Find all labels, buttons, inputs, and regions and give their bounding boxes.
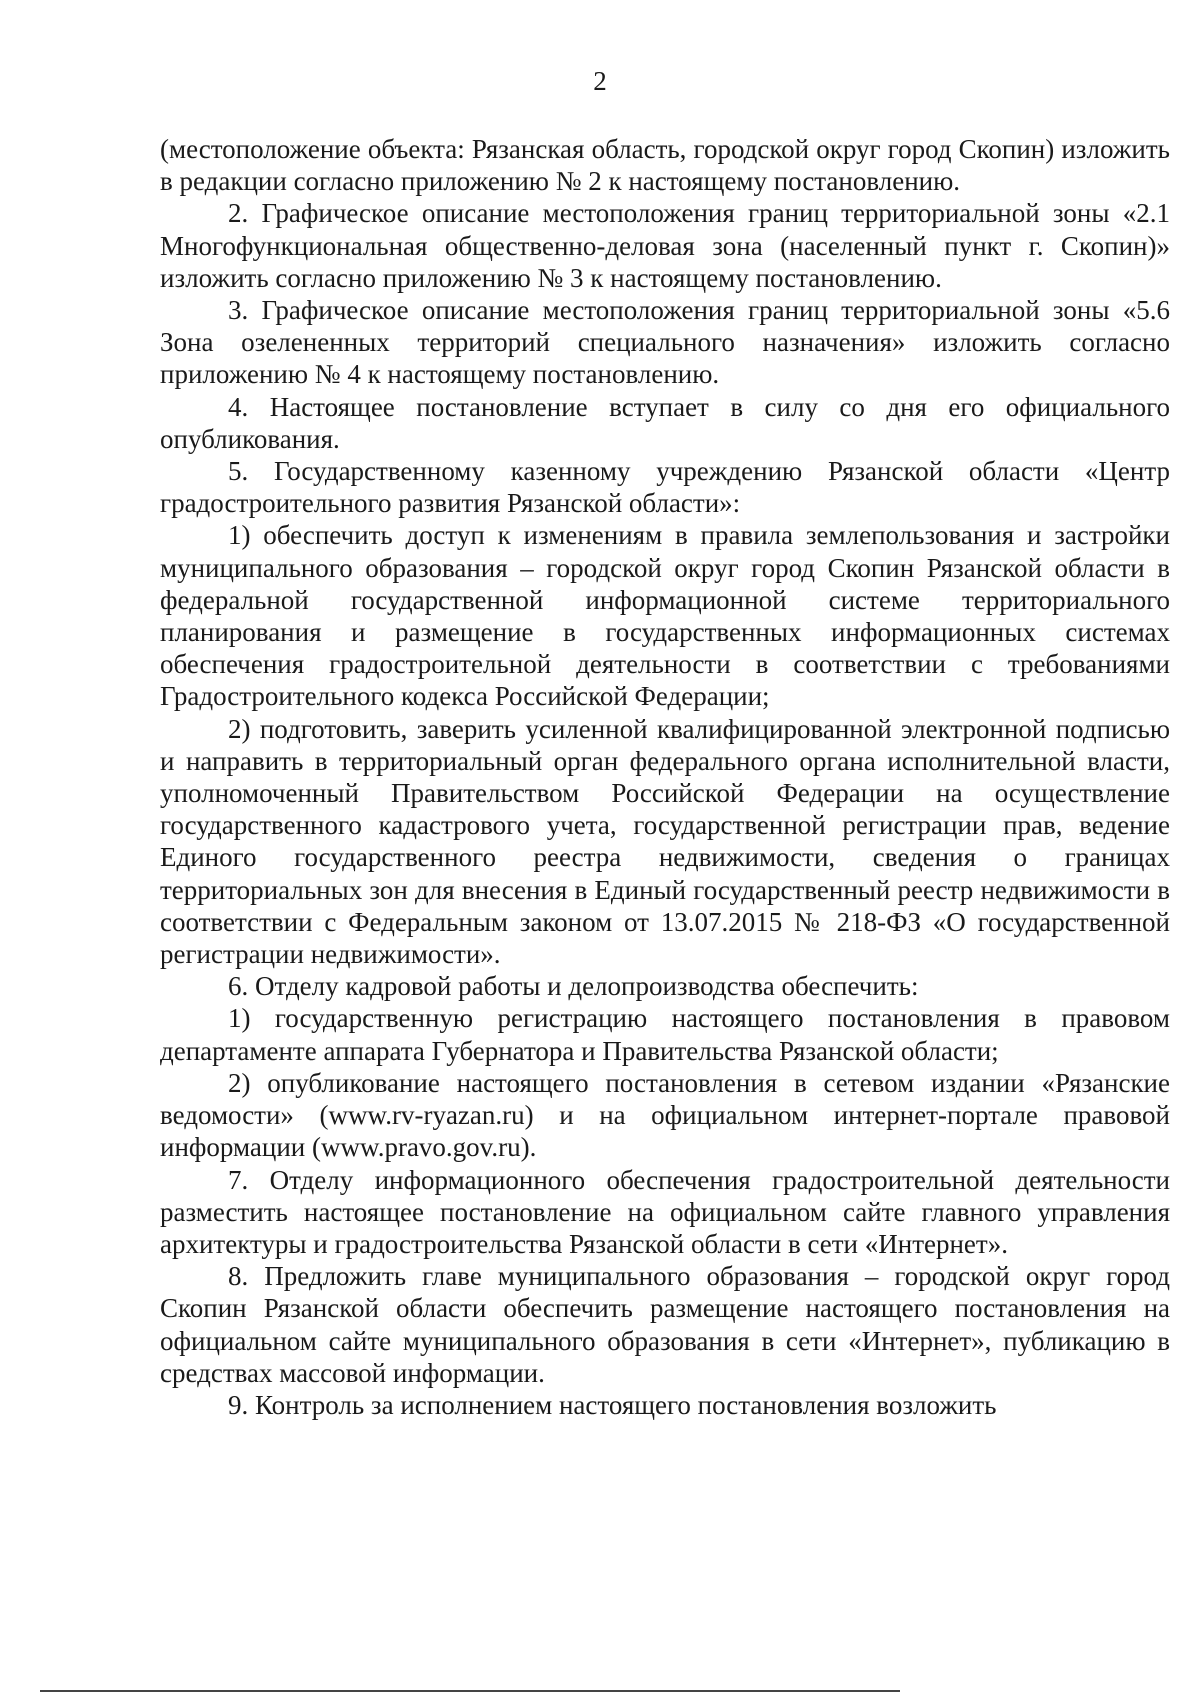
document-body: [160, 133, 1170, 1421]
paragraph-item-4: 4. Настоящее постановление вступает в силу со дня его официального опубликования.: [160, 391, 1170, 454]
paragraph-item-7: 7. Отделу информационного обеспечения градостроительной деятельности разместить настоящее постановление на официальном сайте главного управления архитектуры и градостроительства Рязанской области в сети «Интернет».: [160, 1164, 1170, 1259]
paragraph-item-9: 9. Контроль за исполнением настоящего постановления возложить: [228, 1389, 997, 1420]
paragraph-object-location: (местоположение объекта: Рязанская область, городской округ город Скопин) изложить в редакции согласно приложению № 2 к настоящему постановлению.: [160, 134, 1170, 197]
paragraph-item-6: 6. Отделу кадровой работы и делопроизводства обеспечить:: [228, 971, 919, 1002]
paragraph-item-5-1: 1) обеспечить доступ к изменениям в правила землепользования и застройки муниципального образования – городской округ город Скопин Рязанской области в федеральной государственной информационной системе территориального планирования и размещение в государственных информационных системах обеспечения градостроительной деятельности в соответствии с требованиями Градостроительного кодекса Российской Федерации;: [160, 520, 1170, 712]
paragraph-item-6-1: 1) государственную регистрацию настоящего постановления в правовом департаменте аппарата Губернатора и Правительства Рязанской области;: [160, 1003, 1170, 1066]
page-number: 2: [593, 66, 607, 96]
paragraph-item-3: 3. Графическое описание местоположения границ территориальной зоны «5.6 Зона озелененных территорий специального назначения» изложить согласно приложению № 4 к настоящему постановлению.: [160, 295, 1170, 390]
paragraph-item-6-2: 2) опубликование настоящего постановления в сетевом издании «Рязанские ведомости» (www.rv-ryazan.ru) и на официальном интернет-портале правовой информации (www.pravo.gov.ru).: [160, 1067, 1170, 1163]
paragraph-item-5: 5. Государственному казенному учреждению Рязанской области «Центр градостроительного развития Рязанской области»:: [160, 456, 1170, 519]
page-bottom-rule: [40, 1690, 900, 1692]
paragraph-item-5-2: 2) подготовить, заверить усиленной квалифицированной электронной подписью и направить в территориальный орган федерального органа исполнительной власти, уполномоченный Правительством Российской Федерации на осуществление государственного кадастрового учета, государственной регистрации прав, ведение Единого государственного реестра недвижимости, сведения о границах территориальных зон для внесения в Единый государственный реестр недвижимости в соответствии с Федеральным законом от 13.07.2015 № 218-ФЗ «О государственной регистрации недвижимости».: [160, 713, 1170, 970]
paragraph-item-8: 8. Предложить главе муниципального образования – городской округ город Скопин Рязанской области обеспечить размещение настоящего постановления на официальном сайте муниципального образования в сети «Интернет», публикацию в средствах массовой информации.: [160, 1261, 1170, 1388]
paragraph-item-2: 2. Графическое описание местоположения границ территориальной зоны «2.1 Многофункциональная общественно-деловая зона (населенный пункт г. Скопин)» изложить согласно приложению № 3 к настоящему постановлению.: [160, 198, 1170, 293]
